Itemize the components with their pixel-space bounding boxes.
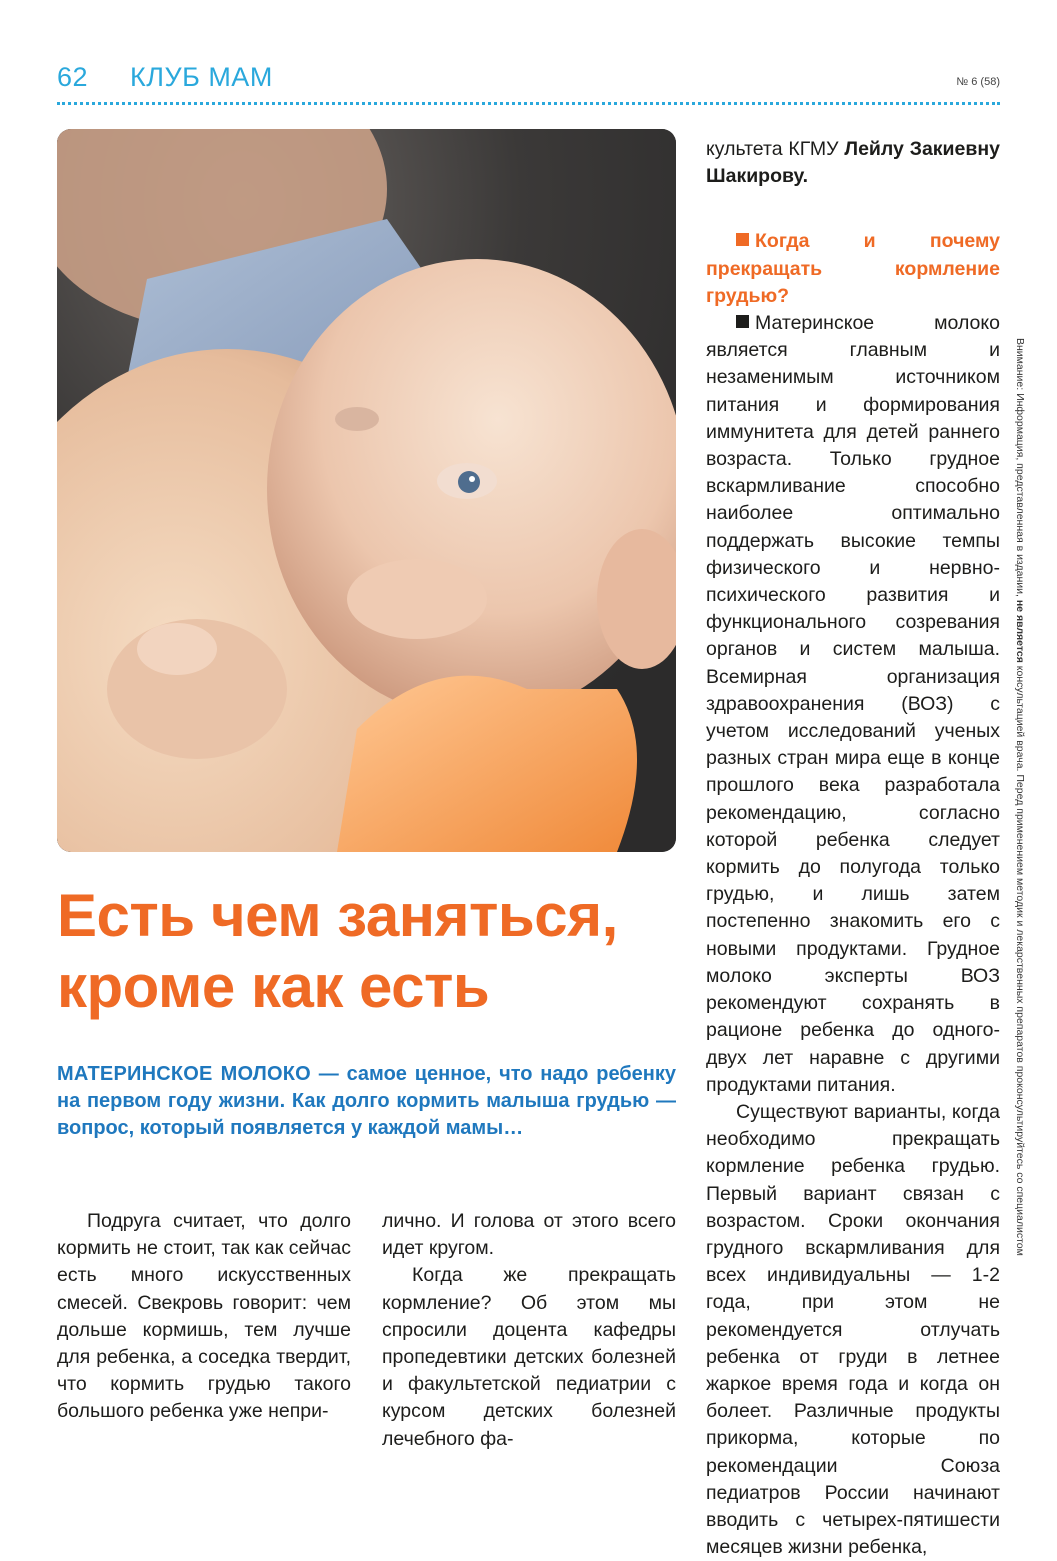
disclaimer-part-3: консультацией врача. Перед применением методик и лекарственных препаратов проконсультируйтесь со специалистом (1014, 662, 1026, 1256)
lead-text: — самое ценное, что надо ребенку на первом году жизни. Как долго кормить малыша грудью — вопрос, который появляется у каждой мамы… (57, 1063, 676, 1139)
article-headline (57, 880, 697, 1022)
text-column-2 (382, 1208, 676, 1453)
square-bullet-icon (736, 233, 749, 246)
text-column-1 (57, 1208, 351, 1426)
expert-name: Лейлу Закиевну Шакирову. (706, 138, 1001, 188)
expert-intro-text: культета КГМУ (706, 138, 845, 160)
subheading-text: Когда и почему прекращать кормление грудью? (706, 230, 1000, 307)
paragraph: лично. И голова от этого всего идет кругом. (382, 1210, 676, 1260)
header-divider (57, 102, 1000, 105)
disclaimer-part-1: Внимание: Информация, представленная в издании, (1014, 338, 1026, 600)
paragraph: Когда же прекращать кормление? Об этом мы спросили доцента кафедры пропедевтики детских болезней и факультетской педиатрии с курсом детских болезней лечебного фа- (382, 1264, 676, 1450)
paragraph: Существуют варианты, когда необходимо прекращать кормление ребенка грудью. Первый вариант связан с возрастом. Сроки окончания грудного вскармливания для всех индивидуальны — 1-2 года, при этом не рекомендуется отлучать ребенка от груди в летнее жаркое время года и когда он болеет. Различные продукты прикорма, которые по рекомендации Союза педиатров России начинают вводить с четырех-пятишести месяцев жизни ребенка, (706, 1100, 1000, 1559)
headline-line-1: Есть чем заняться, (57, 882, 618, 949)
page-header (57, 62, 1000, 102)
paragraph-text: Материнское молоко является главным и незаменимым источником питания и формирования иммунитета для детей раннего возраста. Только грудное вскармливание способно наиболее оптимально поддержать высокие темпы физического и нервно-психического развития и функционального созревания органов и систем малыша. Всемирная организация здравоохранения (ВОЗ) с учетом исследований ученых разных стран мира еще в конце прошлого века разработала рекомендацию, согласно которой ребенка следует кормить до полугода только грудью, и лишь затем постепенно знакомить его с новыми продуктами. Грудное молоко эксперты ВОЗ рекомендуют сохранять в рационе ребенка до одного-двух лет наравне с другими продуктами питания. (706, 312, 1000, 1096)
expert-intro (706, 136, 1000, 190)
disclaimer-emphasis: не является (1014, 599, 1026, 663)
paragraph (706, 310, 1000, 1099)
rubric-title: КЛУБ МАМ (130, 62, 273, 92)
photo-mother-breastfeeding-baby (57, 129, 676, 852)
section-subheading (706, 228, 1000, 310)
issue-number: № 6 (58) (956, 76, 1000, 88)
photo-illustration (57, 129, 676, 852)
square-bullet-icon (736, 315, 749, 328)
paragraph: Подруга считает, что долго кормить не стоит, так как сейчас есть много искусственных смесей. Свекровь говорит: чем дольше кормишь, тем лучше для ребенка, а соседка твердит, что кормить грудью такого большого ребенка уже непри- (57, 1210, 351, 1423)
article-lead (57, 1061, 676, 1142)
page-number: 62 (57, 62, 89, 92)
headline-line-2: кроме как есть (57, 953, 490, 1020)
text-column-3 (706, 136, 1000, 1561)
lead-caps: МАТЕРИНСКОЕ МОЛОКО (57, 1063, 311, 1085)
medical-disclaimer (1012, 338, 1026, 1256)
